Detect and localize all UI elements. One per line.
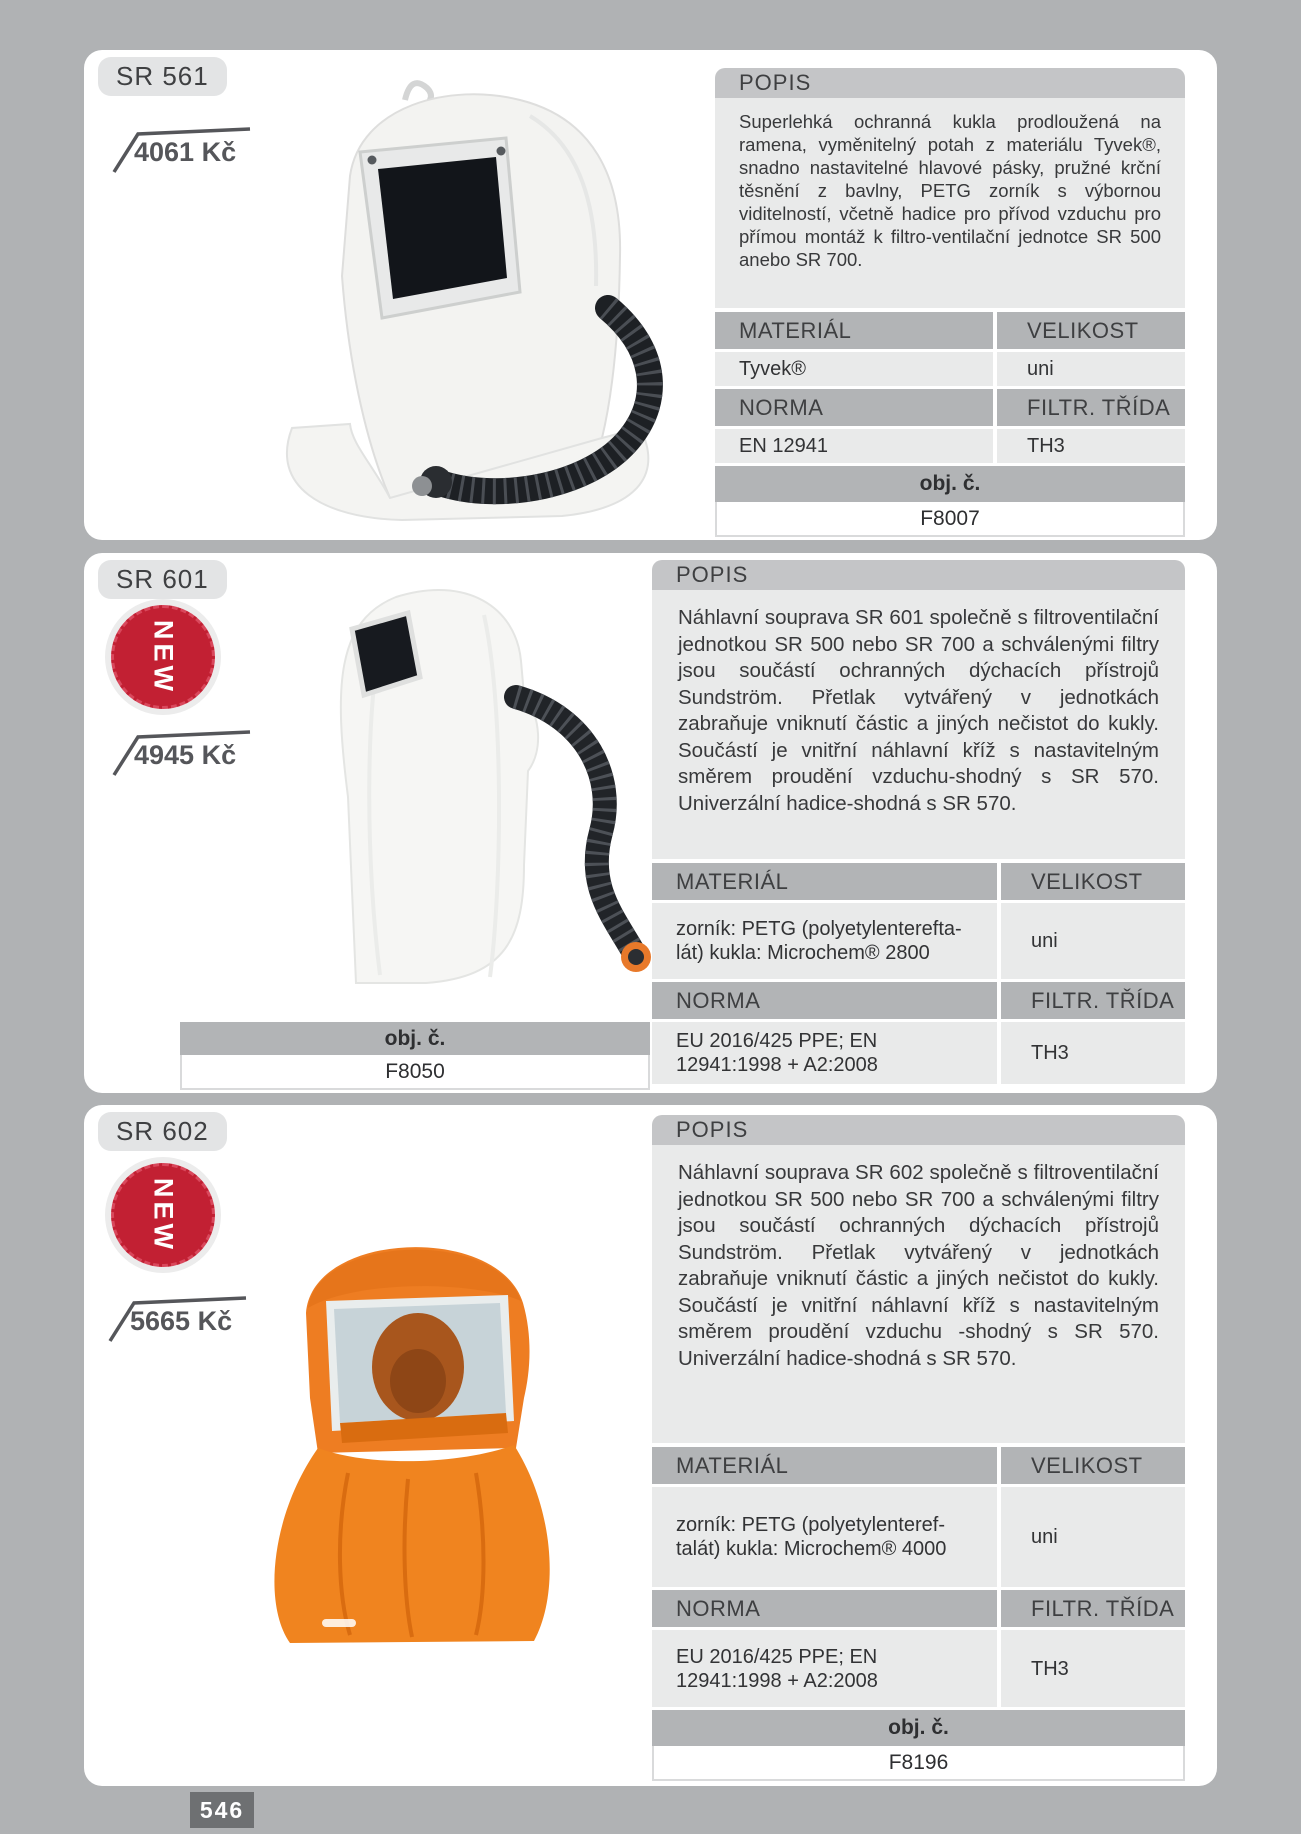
popis-panel <box>715 68 1185 537</box>
table-header-row <box>715 389 1185 426</box>
velikost-value: uni <box>1001 1487 1185 1587</box>
price-label: 4945 Kč <box>134 740 237 770</box>
filtr-value: TH3 <box>1001 1630 1185 1707</box>
popis-panel <box>652 1115 1185 1781</box>
material-header: MATERIÁL <box>715 312 993 349</box>
order-number-table <box>180 1022 650 1090</box>
norma-header: NORMA <box>652 1590 997 1627</box>
product-card-sr601 <box>84 553 1217 1093</box>
order-number-value: F8050 <box>180 1055 650 1090</box>
order-number-header: obj. č. <box>715 466 1185 502</box>
price-label: 5665 Kč <box>130 1306 233 1336</box>
product-description: Superlehká ochranná kukla prodloužená na ramena, vyměnitelný potah z materiálu Tyvek®, snadno nastavitelné hlavové pásky, pružné krční těsnění z bavlny, PETG zorník s výbornou viditelností, včetně hadice pro přívod vzduchu pro přímou montáž k filtro-ventilační jednotce SR 500 anebo SR 700. <box>715 98 1185 308</box>
table-header-row <box>652 863 1185 900</box>
price-label: 4061 Kč <box>134 137 237 167</box>
product-description: Náhlavní souprava SR 601 společně s filtroventilační jednotkou SR 500 nebo SR 700 a schválenými filtry jsou součástí ochranných dýchacích přístrojů Sundström. Přetlak vytvářený v jednotkách zabraňuje vniknutí částic a jiných nečistot do kukly. Součástí je vnitřní náhlavní kříž s nastavitelným směrem proudění vzduchu-shodný s SR 570. Univerzální hadice-shodná s SR 570. <box>652 590 1185 859</box>
table-header-row <box>715 312 1185 349</box>
order-number-value: F8007 <box>715 502 1185 537</box>
new-badge-label: NEW <box>148 619 179 695</box>
material-header: MATERIÁL <box>652 863 997 900</box>
page-number-badge: 546 <box>190 1792 254 1828</box>
table-value-row <box>715 429 1185 463</box>
filtr-header: FILTR. TŘÍDA <box>997 389 1185 426</box>
product-description: Náhlavní souprava SR 602 společně s filtroventilační jednotkou SR 500 nebo SR 700 a schválenými filtry jsou součástí ochranných dýchacích přístrojů Sundström. Přetlak vytvářený v jednotkách zabraňuje vniknutí částic a jiných nečistot do kukly. Součástí je vnitřní náhlavní kříž s nastavitelným směrem proudění vzduchu -shodný s SR 570. Univerzální hadice-shodná s SR 570. <box>652 1145 1185 1443</box>
popis-header: POPIS <box>652 560 1185 590</box>
velikost-header: VELIKOST <box>997 312 1185 349</box>
norma-value: EU 2016/425 PPE; EN 12941:1998 + A2:2008 <box>652 1630 997 1707</box>
product-code-pill: SR 601 <box>98 560 227 599</box>
product-card-sr561 <box>84 50 1217 540</box>
product-photo-sr602 <box>176 1171 656 1671</box>
table-header-row <box>652 982 1185 1019</box>
velikost-header: VELIKOST <box>1001 863 1185 900</box>
table-value-row <box>652 1487 1185 1587</box>
table-header-row <box>652 1590 1185 1627</box>
product-photo-sr601 <box>184 565 684 1015</box>
product-code-pill: SR 561 <box>98 57 227 96</box>
velikost-value: uni <box>997 352 1185 386</box>
material-value: Tyvek® <box>715 352 993 386</box>
popis-header: POPIS <box>652 1115 1185 1145</box>
filtr-header: FILTR. TŘÍDA <box>1001 1590 1185 1627</box>
product-card-sr602 <box>84 1105 1217 1786</box>
norma-value: EN 12941 <box>715 429 993 463</box>
popis-panel <box>652 560 1185 1084</box>
order-number-header: obj. č. <box>180 1022 650 1055</box>
material-value: zorník: PETG (polyetylenterefta-lát) kukla: Microchem® 2800 <box>652 903 997 979</box>
order-number-value: F8196 <box>652 1746 1185 1781</box>
filtr-value: TH3 <box>997 429 1185 463</box>
material-header: MATERIÁL <box>652 1447 997 1484</box>
new-badge-label: NEW <box>148 1177 179 1253</box>
table-value-row <box>652 903 1185 979</box>
order-number-header: obj. č. <box>652 1710 1185 1746</box>
velikost-header: VELIKOST <box>1001 1447 1185 1484</box>
product-photo-sr561 <box>200 56 700 536</box>
product-code-pill: SR 602 <box>98 1112 227 1151</box>
filtr-value: TH3 <box>1001 1022 1185 1084</box>
norma-value: EU 2016/425 PPE; EN 12941:1998 + A2:2008 <box>652 1022 997 1084</box>
popis-header: POPIS <box>715 68 1185 98</box>
velikost-value: uni <box>1001 903 1185 979</box>
table-value-row <box>652 1022 1185 1084</box>
table-value-row <box>652 1630 1185 1707</box>
material-value: zorník: PETG (polyetylenteref-talát) kukla: Microchem® 4000 <box>652 1487 997 1587</box>
filtr-header: FILTR. TŘÍDA <box>1001 982 1185 1019</box>
table-header-row <box>652 1447 1185 1484</box>
norma-header: NORMA <box>652 982 997 1019</box>
table-value-row <box>715 352 1185 386</box>
norma-header: NORMA <box>715 389 993 426</box>
